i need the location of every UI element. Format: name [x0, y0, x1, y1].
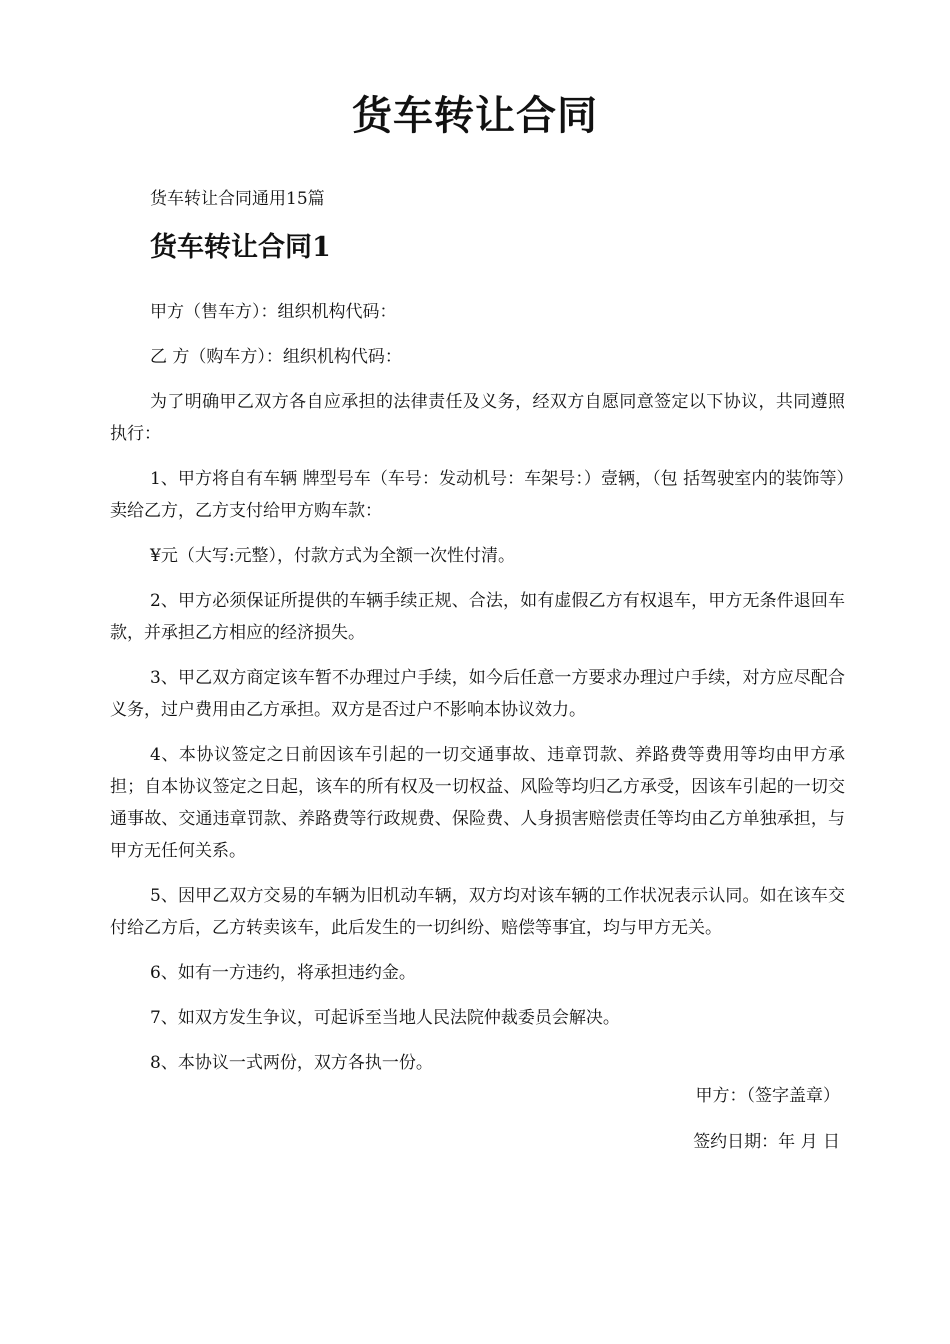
clause-1: 1、甲方将自有车辆 牌型号车（车号：发动机号：车架号：）壹辆，（包 括驾驶室内的装饰等）卖给乙方，乙方支付给甲方购车款：: [110, 469, 845, 521]
preamble-paragraph: 为了明确甲乙双方各自应承担的法律责任及义务，经双方自愿同意签定以下协议，共同遵照执行：: [110, 392, 845, 444]
clause-5: 5、因甲乙双方交易的车辆为旧机动车辆，双方均对该车辆的工作状况表示认同。如在该车交付给乙方后，乙方转卖该车，此后发生的一切纠纷、赔偿等事宜，均与甲方无关。: [110, 886, 845, 938]
clause-6: 6、如有一方违约，将承担违约金。: [150, 963, 416, 983]
clause-4: 4、本协议签定之日前因该车引起的一切交通事故、违章罚款、养路费等费用等均由甲方承担；自本协议签定之日起，该车的所有权及一切权益、风险等均归乙方承受，因该车引起的一切交通事故、交通违章罚款、养路费等行政规费、保险费、人身损害赔偿责任等均由乙方单独承担，与甲方无任何关系。: [110, 745, 845, 861]
clause-8: 8、本协议一式两份，双方各执一份。: [150, 1053, 433, 1073]
document-title: 货车转让合同: [352, 92, 598, 139]
clause-2: 2、甲方必须保证所提供的车辆手续正规、合法，如有虚假乙方有权退车，甲方无条件退回车款，并承担乙方相应的经济损失。: [110, 591, 845, 643]
signature-party-a: 甲方：（签字盖章）: [695, 1086, 840, 1106]
clause-3: 3、甲乙双方商定该车暂不办理过户手续，如今后任意一方要求办理过户手续，对方应尽配合义务，过户费用由乙方承担。双方是否过户不影响本协议效力。: [110, 668, 845, 720]
clause-7: 7、如双方发生争议，可起诉至当地人民法院仲裁委员会解决。: [150, 1008, 620, 1028]
section-title: 货车转让合同1: [150, 232, 331, 263]
document-subtitle: 货车转让合同通用15篇: [150, 189, 325, 209]
contract-body: [110, 296, 845, 1092]
signature-date: 签约日期：年 月 日: [693, 1132, 840, 1152]
party-b-line: 乙 方（购车方）：组织机构代码：: [150, 347, 402, 367]
party-a-line: 甲方（售车方）：组织机构代码：: [150, 302, 397, 322]
payment-line: ¥元（大写:元整），付款方式为全额一次性付清。: [150, 546, 516, 566]
